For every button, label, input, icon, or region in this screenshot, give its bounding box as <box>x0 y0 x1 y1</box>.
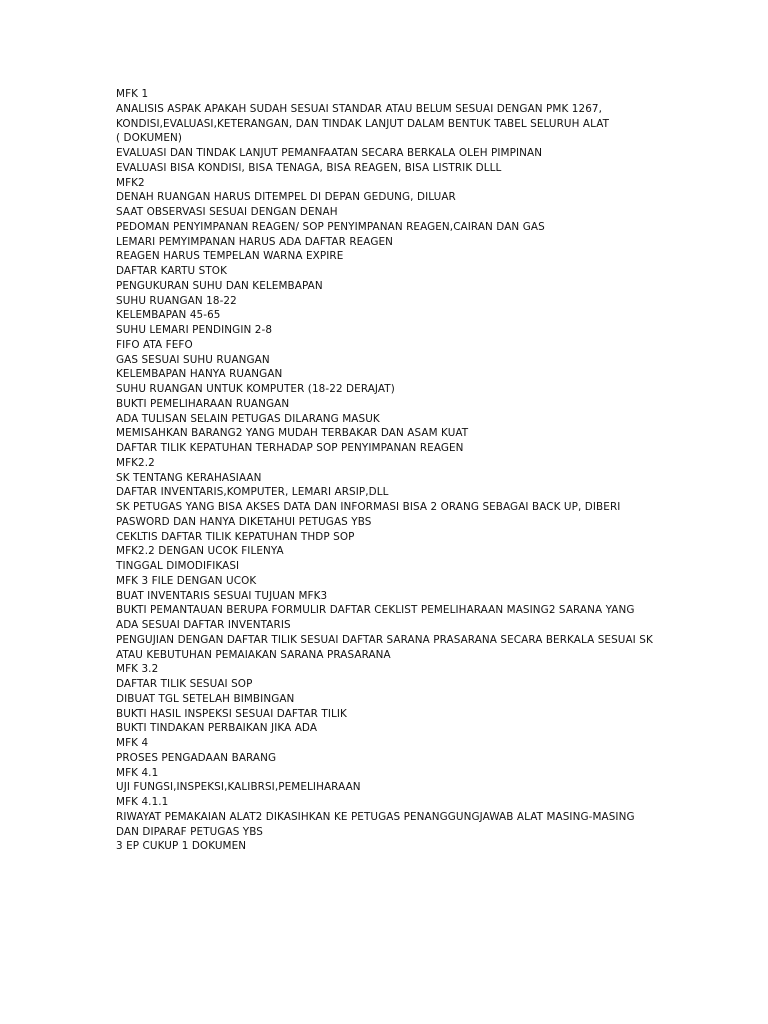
text-line: EVALUASI DAN TINDAK LANJUT PEMANFAATAN SECARA BERKALA OLEH PIMPINAN <box>116 147 543 159</box>
text-line: MFK 4 <box>116 737 149 749</box>
text-line: MFK2 <box>116 176 145 189</box>
text-line: BUKTI PEMANTAUAN BERUPA FORMULIR DAFTAR CEKLIST PEMELIHARAAN MASING2 SARANA YANG <box>116 604 635 617</box>
text-line: SK TENTANG KERAHASIAAN <box>116 471 262 484</box>
text-line: MFK 3 FILE DENGAN UCOK <box>116 574 257 587</box>
text-line: DAN DIPARAF PETUGAS YBS <box>116 825 263 838</box>
text-line: MFK2.2 <box>116 456 155 469</box>
text-line: DAFTAR TILIK SESUAI SOP <box>116 678 253 690</box>
text-line: BUKTI HASIL INSPEKSI SESUAI DAFTAR TILIK <box>116 707 347 720</box>
text-line: UJI FUNGSI,INSPEKSI,KALIBRSI,PEMELIHARAAN <box>116 781 361 794</box>
text-line: KELEMBAPAN HANYA RUANGAN <box>116 368 283 381</box>
text-line: KONDISI,EVALUASI,KETERANGAN, DAN TINDAK LANJUT DALAM BENTUK TABEL SELURUH ALAT <box>116 117 610 130</box>
text-line: ADA TULISAN SELAIN PETUGAS DILARANG MASUK <box>116 412 380 425</box>
text-line: MEMISAHKAN BARANG2 YANG MUDAH TERBAKAR DAN ASAM KUAT <box>116 427 469 440</box>
text-line: SUHU LEMARI PENDINGIN 2-8 <box>116 324 273 336</box>
text-line: PROSES PENGADAAN BARANG <box>116 751 277 764</box>
text-line: GAS SESUAI SUHU RUANGAN <box>116 353 270 366</box>
text-line: CEKLTIS DAFTAR TILIK KEPATUHAN THDP SOP <box>116 530 355 543</box>
text-line: LEMARI PEMYIMPANAN HARUS ADA DAFTAR REAGEN <box>116 235 394 248</box>
document-body <box>116 87 676 854</box>
text-line: ATAU KEBUTUHAN PEMAIAKAN SARANA PRASARANA <box>116 648 391 661</box>
text-line: MFK 4.1 <box>116 766 159 779</box>
text-line: DAFTAR KARTU STOK <box>116 265 227 277</box>
text-line: DAFTAR INVENTARIS,KOMPUTER, LEMARI ARSIP,DLL <box>116 486 389 499</box>
text-line: KELEMBAPAN 45-65 <box>116 309 221 322</box>
text-line: PASWORD DAN HANYA DIKETAHUI PETUGAS YBS <box>116 515 372 528</box>
text-line: PENGUJIAN DENGAN DAFTAR TILIK SESUAI DAFTAR SARANA PRASARANA SECARA BERKALA SESUAI SK <box>116 633 653 646</box>
text-line: BUAT INVENTARIS SESUAI TUJUAN MFK3 <box>116 589 328 602</box>
text-line: SAAT OBSERVASI SESUAI DENGAN DENAH <box>116 206 338 218</box>
text-line: DAFTAR TILIK KEPATUHAN TERHADAP SOP PENYIMPANAN REAGEN <box>116 442 464 454</box>
text-line: ( DOKUMEN) <box>116 132 183 145</box>
text-line: FIFO ATA FEFO <box>116 338 193 351</box>
text-line: RIWAYAT PEMAKAIAN ALAT2 DIKASIHKAN KE PETUGAS PENANGGUNGJAWAB ALAT MASING-MASING <box>116 810 635 823</box>
text-line: BUKTI TINDAKAN PERBAIKAN JIKA ADA <box>116 722 318 735</box>
text-line: PEDOMAN PENYIMPANAN REAGEN/ SOP PENYIMPANAN REAGEN,CAIRAN DAN GAS <box>116 220 545 233</box>
text-line: REAGEN HARUS TEMPELAN WARNA EXPIRE <box>116 250 344 263</box>
text-line: MFK 3.2 <box>116 663 159 676</box>
text-line: MFK2.2 DENGAN UCOK FILENYA <box>116 545 284 558</box>
text-line: PENGUKURAN SUHU DAN KELEMBAPAN <box>116 279 323 292</box>
text-line: MFK 1 <box>116 88 149 100</box>
text-line: EVALUASI BISA KONDISI, BISA TENAGA, BISA REAGEN, BISA LISTRIK DLLL <box>116 161 502 174</box>
text-line: DIBUAT TGL SETELAH BIMBINGAN <box>116 692 295 705</box>
text-line: 3 EP CUKUP 1 DOKUMEN <box>116 840 247 853</box>
text-line: ANALISIS ASPAK APAKAH SUDAH SESUAI STANDAR ATAU BELUM SESUAI DENGAN PMK 1267, <box>116 102 603 115</box>
text-line: SUHU RUANGAN UNTUK KOMPUTER (18-22 DERAJAT) <box>116 383 395 395</box>
text-line: MFK 4.1.1 <box>116 796 169 808</box>
text-line: TINGGAL DIMODIFIKASI <box>116 560 240 572</box>
text-line: SUHU RUANGAN 18-22 <box>116 294 237 307</box>
text-line: BUKTI PEMELIHARAAN RUANGAN <box>116 397 290 410</box>
text-line: SK PETUGAS YANG BISA AKSES DATA DAN INFORMASI BISA 2 ORANG SEBAGAI BACK UP, DIBERI <box>116 501 621 513</box>
text-line: DENAH RUANGAN HARUS DITEMPEL DI DEPAN GEDUNG, DILUAR <box>116 191 456 204</box>
text-line: ADA SESUAI DAFTAR INVENTARIS <box>116 619 291 631</box>
